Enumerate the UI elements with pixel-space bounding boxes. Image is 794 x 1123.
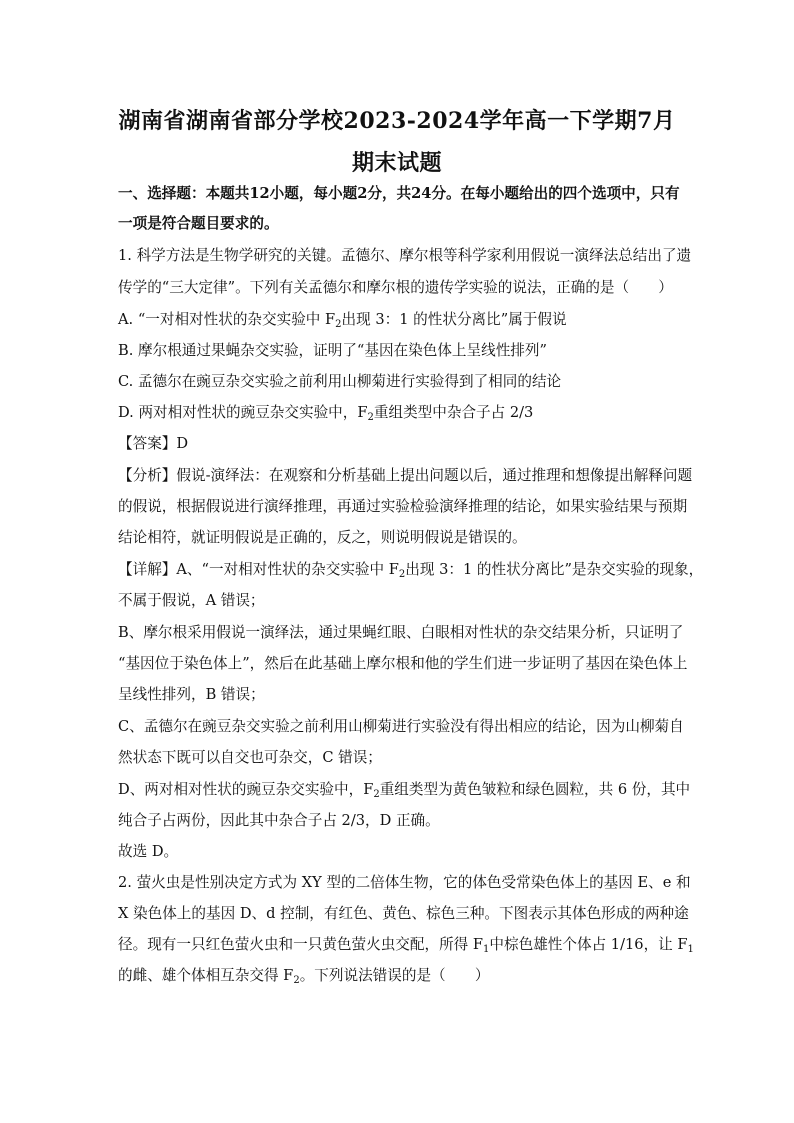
q1-detail-a-line2: 不属于假说，A 错误； (118, 592, 265, 609)
section-heading-line2: 一项是符合题目要求的。 (118, 215, 279, 232)
q1-detail-b-line3: 呈线性排列，B 错误； (118, 686, 265, 703)
q1-option-c: C. 孟德尔在豌豆杂交实验之前利用山柳菊进行实验得到了相同的结论 (118, 373, 562, 390)
q1-option-a-text-pre: A. “一对相对性状的杂交实验中 F (118, 311, 336, 328)
q1-conclusion: 故选 D。 (118, 843, 179, 860)
q1-answer: 【答案】D (118, 435, 189, 452)
q2-stem-line3-mid: 中棕色雄性个体占 1/16，让 F (489, 936, 688, 953)
q1-option-d (118, 403, 678, 423)
q1-detail-b-line2: “基因位于染色体上”，然后在此基础上摩尔根和他的学生们进一步证明了基因在染色体上 (118, 655, 688, 672)
subscript: 2 (367, 412, 374, 423)
q1-detail-a-line1 (118, 560, 704, 580)
q1-detail-c-line1: C、孟德尔在豌豆杂交实验之前利用山柳菊进行实验没有得出相应的结论，因为山柳菊自 (118, 718, 684, 735)
subscript: 2 (293, 975, 300, 986)
q1-stem-line1: 1. 科学方法是生物学研究的关键。孟德尔、摩尔根等科学家利用假说一演绎法总结出了遗 (118, 247, 692, 264)
q1-analysis-line2: 的假说，根据假说进行演绎推理，再通过实验检验演绎推理的结论，如果实验结果与预期 (118, 498, 688, 515)
q1-detail-b-line1: B、摩尔根采用假说一演绎法，通过果蝇红眼、白眼相对性状的杂交结果分析，只证明了 (118, 624, 684, 641)
q1-option-d-text-pre: D. 两对相对性状的豌豆杂交实验中，F (118, 404, 368, 421)
q2-stem-line2: X 染色体上的基因 D、d 控制，有红色、黄色、棕色三种。下图表示其体色形成的两种途 (118, 905, 689, 922)
q1-option-d-text-post: 重组类型中杂合子占 2/3 (373, 404, 534, 421)
q1-detail-a-text-pre: 【详解】A、“一对相对性状的杂交实验中 F (118, 561, 399, 578)
q1-detail-d-line2: 纯合子占两份，因此其中杂合子占 2/3，D 正确。 (118, 812, 440, 829)
subscript: 1 (483, 944, 490, 955)
q2-stem-line3 (118, 935, 694, 955)
q1-detail-d-text-pre: D、两对相对性状的豌豆杂交实验中，F (118, 781, 374, 798)
document-title-line2: 期末试题 (351, 150, 442, 176)
subscript: 2 (335, 319, 342, 330)
document-title-line1: 湖南省湖南省部分学校2023-2024学年高一下学期7月 (118, 108, 676, 134)
subscript: 1 (687, 944, 694, 955)
q1-stem-line2: 传学的“三大定律”。下列有关孟德尔和摩尔根的遗传学实验的说法，正确的是（ ） (118, 279, 673, 296)
section-heading-line1: 一、选择题：本题共12小题，每小题2分，共24分。在每小题给出的四个选项中，只有 (118, 185, 680, 202)
q1-analysis-line3: 结论相符，就证明假说是正确的，反之，则说明假说是错误的。 (118, 529, 527, 546)
q1-detail-d-text-post: 重组类型为黄色皱粒和绿色圆粒，共 6 份，其中 (379, 781, 691, 798)
q2-stem-line1: 2. 萤火虫是性别决定方式为 XY 型的二倍体生物，它的体色受常染色体上的基因 E、e 和 (118, 874, 691, 891)
q1-option-b: B. 摩尔根通过果蝇杂交实验，证明了“基因在染色体上呈线性排列” (118, 342, 547, 359)
q2-stem-line4-pre: 的雌、雄个体相互杂交得 F (118, 967, 294, 984)
q2-stem-line4-post: 。下列说法错误的是（ ） (299, 967, 490, 984)
q2-stem-line4 (118, 966, 678, 986)
subscript: 2 (373, 789, 380, 800)
q2-stem-line3-pre: 径。现有一只红色萤火虫和一只黄色萤火虫交配，所得 F (118, 936, 484, 953)
q1-analysis-line1: 【分析】假说-演绎法：在观察和分析基础上提出问题以后，通过推理和想像提出解释问题 (118, 467, 693, 484)
q1-detail-a-text-post: 出现 3：1 的性状分离比”是杂交实验的现象， (405, 561, 704, 578)
q1-detail-c-line2: 然状态下既可以自交也可杂交，C 错误； (118, 749, 382, 766)
q1-detail-d-line1 (118, 780, 691, 800)
subscript: 2 (398, 569, 406, 580)
q1-option-a (118, 310, 678, 330)
q1-option-a-text-post: 出现 3：1 的性状分离比”属于假说 (341, 311, 567, 328)
